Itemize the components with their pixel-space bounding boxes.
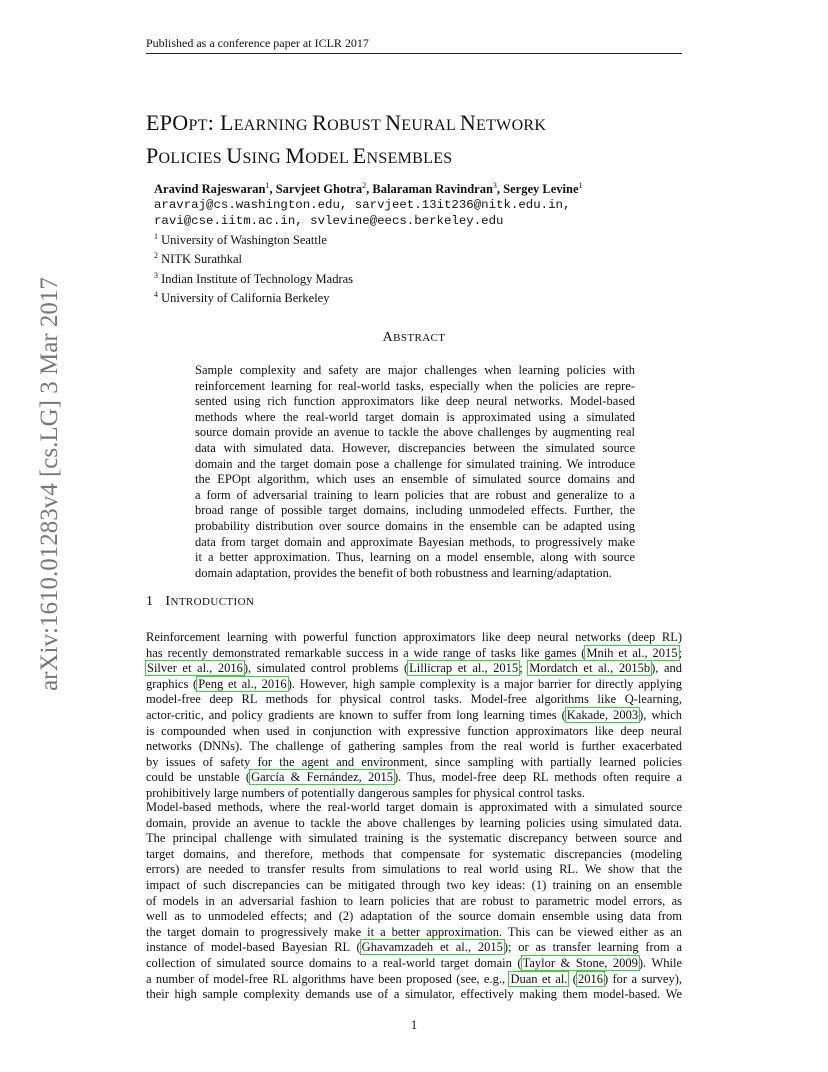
abstract-line: data from target domain and approximate Bayesian methods, to progressively make	[195, 534, 635, 549]
citation-link[interactable]: Kakade, 2003	[566, 707, 639, 722]
author-name: Balaraman Ravindran	[372, 182, 493, 197]
title-line-1	[146, 108, 706, 141]
email-line: ravi@cse.iitm.ac.in, svlevine@eecs.berkeley.edu	[154, 213, 504, 228]
abstract-line: probability distribution over source domains in the ensemble can be adapted using	[195, 518, 635, 533]
abstract-line: domain adaptation, provides the benefit of both robustness and learning/adaptation.	[195, 565, 612, 580]
citation-link[interactable]: Silver et al., 2016	[147, 661, 243, 676]
title-fragment: N	[385, 110, 402, 135]
affiliation-mark: 4	[154, 290, 158, 300]
text-line: collection of simulated source domains to a real-world target domain (Taylor & Stone, 2009). While	[146, 955, 682, 970]
citation-link[interactable]: Ghavamzadeh et al., 2015	[361, 940, 503, 955]
abstract-line: broad range of possible target domains, including unmodeled effects. Further, the	[195, 503, 635, 518]
abstract-line: methods where the real-world target domain is approximated using a simulated	[195, 409, 635, 424]
email-line: aravraj@cs.washington.edu, sarvjeet.13it236@nitk.edu.in,	[154, 198, 571, 212]
affiliation-name: University of California Berkeley	[158, 291, 330, 306]
title-fragment: EARNING	[233, 117, 313, 134]
text-line: domain, provide an avenue to tackle the above challenges by learning policies using simulated data.	[146, 815, 682, 830]
text-line: Model-based methods, where the real-world target domain is approximated with a simulated source	[146, 800, 682, 814]
text-line: by issues of safety for the agent and environment, since sampling with partially learned policies	[146, 754, 682, 769]
title-line-2	[146, 141, 706, 174]
author-affiliation-mark: 2	[362, 181, 367, 190]
intro-paragraph-2	[146, 800, 682, 1003]
text-line: model-free deep RL methods for physical control tasks. Model-free algorithms like Q-learning,	[146, 692, 682, 707]
author-name: Aravind Rajeswaran	[154, 182, 266, 197]
abstract-heading	[146, 330, 682, 346]
abstract-line: a form of adversarial training to learn policies that are robust and generalize to a	[195, 487, 635, 502]
affiliation-list	[154, 229, 694, 307]
paper-title	[146, 108, 706, 174]
title-fragment: EPO	[146, 110, 189, 135]
affiliation-name: NITK Surathkal	[158, 252, 243, 267]
title-fragment: PT	[188, 117, 208, 134]
affiliation-line	[154, 287, 694, 306]
abstract-line: Sample complexity and safety are major challenges when learning policies with	[195, 363, 635, 377]
title-fragment: OBUST	[327, 117, 386, 134]
title-fragment: R	[312, 110, 328, 135]
text-line: could be unstable (García & Fernández, 2015). Thus, model-free deep RL methods often require a	[146, 770, 682, 785]
title-fragment: EURAL	[401, 117, 460, 134]
citation-link[interactable]: Taylor & Stone, 2009	[522, 955, 638, 970]
text-line: networks (DNNs). The challenge of gathering samples from the real world is further exacerbated	[146, 739, 682, 754]
section-number: 1	[146, 594, 154, 609]
author-name: Sergey Levine	[503, 182, 579, 197]
running-header	[146, 36, 682, 54]
abstract-heading-rest: BSTRACT	[393, 332, 446, 344]
abstract-line: sented using rich function approximators like deep neural networks. Model-based	[195, 394, 635, 409]
title-fragment: M	[285, 143, 306, 168]
citation-link[interactable]: Mordatch et al., 2015b	[529, 661, 651, 676]
abstract-body	[195, 363, 635, 581]
affiliation-line	[154, 268, 694, 287]
abstract-line: the EPOpt algorithm, which uses an ensemble of simulated source domains and	[195, 472, 635, 487]
text-line: Reinforcement learning with powerful function approximators like deep neural networks (deep RL)	[146, 630, 682, 644]
citation-link[interactable]: García & Fernández, 2015	[251, 770, 394, 785]
affiliation-mark: 3	[154, 270, 158, 280]
text-line: impact of such discrepancies can be mitigated through two key ideas: (1) training on an ensemble	[146, 877, 682, 892]
abstract-line: reinforcement learning for real-world tasks, especially when the policies are repre-	[195, 378, 635, 393]
abstract-line: data with simulated data. However, discrepancies between the simulated source	[195, 440, 635, 455]
affiliation-line	[154, 229, 694, 248]
author-list: Aravind Rajeswaran$^1$, Sarvjeet Ghotra$^2$, Balaraman Ravindran$^3$, Sergey Levine$^1$	[154, 181, 583, 197]
title-fragment: U	[226, 143, 243, 168]
text-line: The principal challenge with simulated training is the systematic discrepancy between source and	[146, 831, 682, 846]
abstract-line: it a better approximation. Thus, learning on a model ensemble, along with source	[195, 550, 635, 565]
arxiv-identifier: arXiv:1610.01283v4 [cs.LG] 3 Mar 2017	[36, 277, 63, 691]
affiliation-mark: 2	[154, 251, 158, 261]
citation-link[interactable]: 2016	[577, 971, 603, 986]
title-fragment: SING	[242, 150, 286, 167]
text-line: prohibitively large numbers of potentially dangerous samples for physical control tasks.	[146, 785, 585, 800]
title-fragment: ODEL	[305, 150, 353, 167]
affiliation-name: Indian Institute of Technology Madras	[158, 272, 354, 287]
title-fragment: E	[352, 143, 367, 168]
text-line: has recently demonstrated remarkable success in a wide range of tasks like games (Mnih et al., 2015;	[146, 645, 682, 660]
text-line: is compounded when used in conjunction with expressive function approximators like deep neural	[146, 723, 682, 738]
text-line: target domains, and therefore, methods that compensate for systematic discrepancies (modeling	[146, 846, 682, 861]
title-fragment: NSEMBLES	[366, 150, 453, 167]
author-affiliation-mark: 1	[578, 181, 583, 190]
affiliation-mark: 1	[154, 232, 158, 241]
venue-text: Published as a conference paper at ICLR 2017	[146, 36, 369, 50]
section-heading-cap: I	[165, 594, 171, 609]
text-line: Silver et al., 2016), simulated control problems (Lillicrap et al., 2015; Mordatch et al., 2015b), and	[147, 661, 683, 676]
abstract-heading-cap: A	[382, 330, 394, 345]
text-line: of models in an adversarial fashion to learn policies that are robust to parametric model errors, as	[146, 893, 682, 908]
author-affiliation-mark: 1	[265, 181, 270, 190]
citation-link[interactable]: Duan et al.	[510, 971, 568, 986]
section-heading-introduction	[146, 594, 682, 610]
citation-link[interactable]: Mnih et al., 2015	[586, 645, 678, 660]
abstract-line: source domain provide an avenue to tackle the above challenges by augmenting real	[195, 425, 635, 440]
title-fragment: P	[146, 143, 159, 168]
title-fragment: ETWORK	[476, 117, 547, 134]
text-line: the target domain to progressively make it a better approximation. This can be viewed either as an	[146, 924, 682, 939]
author-affiliation-mark: 3	[492, 181, 497, 190]
affiliation-name: University of Washington Seattle	[158, 233, 327, 248]
text-line: graphics (Peng et al., 2016). However, high sample complexity is a major barrier for directly applying	[146, 676, 682, 691]
citation-link[interactable]: Peng et al., 2016	[198, 676, 287, 691]
title-fragment: OLICIES	[158, 150, 227, 167]
text-line: instance of model-based Bayesian RL (Ghavamzadeh et al., 2015); or as transfer learning from a	[146, 940, 682, 955]
text-line: well as to unmodeled effects; and (2) adaptation of the source domain ensemble using data from	[146, 909, 682, 924]
text-line: errors) are needed to transfer results from simulations to real world using RL. We show that the	[146, 862, 682, 877]
text-line: actor-critic, and policy gradients are known to suffer from long learning times (Kakade, 2003), which	[146, 707, 682, 722]
abstract-line: domain and the target domain pose a challenge for simulated training. We introduce	[195, 456, 635, 471]
citation-link[interactable]: Lillicrap et al., 2015	[409, 661, 519, 676]
title-fragment: N	[459, 110, 477, 135]
author-emails	[154, 198, 694, 229]
intro-paragraph-1	[146, 630, 682, 802]
title-fragment: : L	[207, 110, 234, 135]
author-name: Sarvjeet Ghotra	[275, 182, 363, 197]
text-line: their high sample complexity demands use of a simulator, effectively making them model-based. We	[146, 987, 682, 1002]
page-number: 1	[410, 1018, 418, 1032]
section-heading-rest: NTRODUCTION	[170, 596, 255, 608]
text-line: a number of model-free RL algorithms have been proposed (see, e.g., Duan et al. (2016) for a survey),	[146, 971, 682, 986]
affiliation-line	[154, 248, 694, 267]
